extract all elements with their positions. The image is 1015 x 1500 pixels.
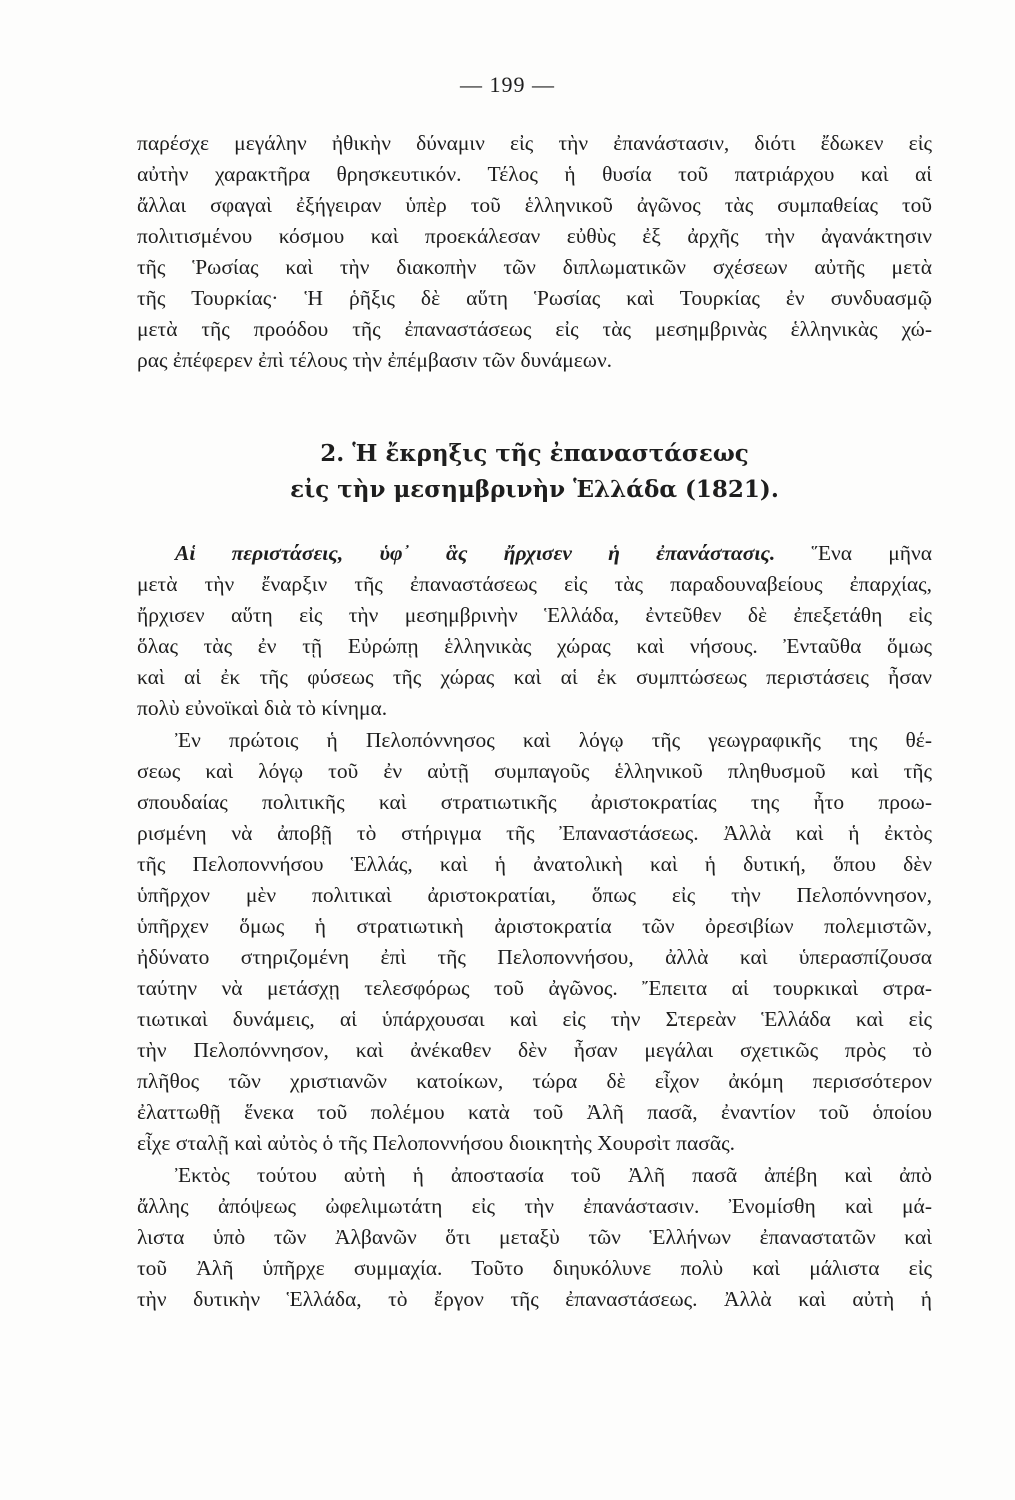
text-line: καὶ αἱ ἐκ τῆς φύσεως τῆς χώρας καὶ αἱ ἐκ συμπτώσεως περιστάσεις ἦσαν xyxy=(137,665,932,689)
text-line: τιωτικαὶ δυνάμεις, αἱ ὑπάρχουσαι καὶ εἰς τὴν Στερεὰν Ἑλλάδα καὶ εἰς xyxy=(137,1007,932,1031)
text-line: ἐλαττωθῇ ἕνεκα τοῦ πολέμου κατὰ τοῦ Ἀλῆ πασᾶ, ἐναντίον τοῦ ὁποίου xyxy=(137,1100,932,1124)
text-line: Ἐκτὸς τούτου αὐτὴ ἡ ἀποστασία τοῦ Ἀλῆ πασᾶ ἀπέβη καὶ ἀπὸ xyxy=(175,1163,932,1187)
text-line: πλῆθος τῶν χριστιανῶν κατοίκων, τώρα δὲ εἶχον ἀκόμη περισσότερον xyxy=(137,1069,932,1093)
text-line: ὅλας τὰς ἐν τῇ Εὐρώπῃ ἑλληνικὰς χώρας καὶ νήσους. Ἐνταῦθα ὅμως xyxy=(137,634,932,658)
text-line: ρας ἐπέφερεν ἐπὶ τέλους τὴν ἐπέμβασιν τῶν δυνάμεων. xyxy=(137,348,613,372)
paragraph-4 xyxy=(137,1160,932,1315)
text-line: πολιτισμένου κόσμου καὶ προεκάλεσαν εὐθὺς ἐξ ἀρχῆς τὴν ἀγανάκτησιν xyxy=(137,224,932,248)
text-line xyxy=(137,538,932,569)
text-line: ἄλλης ἀπόψεως ὠφελιμωτάτη εἰς τὴν ἐπανάστασιν. Ἐνομίσθη καὶ μά- xyxy=(137,1194,932,1218)
heading-line-1: 2. Ἡ ἔκρηξις τῆς ἐπαναστάσεως xyxy=(320,440,749,467)
text-line: ρισμένη νὰ ἀποβῇ τὸ στήριγμα τῆς Ἐπαναστάσεως. Ἀλλὰ καὶ ἡ ἐκτὸς xyxy=(137,821,932,845)
text-line: τῆς Ῥωσίας καὶ τὴν διακοπὴν τῶν διπλωματικῶν σχέσεων αὐτῆς μετὰ xyxy=(137,255,932,279)
text-line: μετὰ τὴν ἔναρξιν τῆς ἐπαναστάσεως εἰς τὰς παραδουναβείους ἐπαρχίας, xyxy=(137,572,932,596)
paragraph-lead-title: Αἱ περιστάσεις, ὑφ᾽ ἃς ἤρχισεν ἡ ἐπανάστασις. xyxy=(175,541,776,565)
page-number: — 199 — xyxy=(460,72,555,97)
text-line: τοῦ Ἀλῆ ὑπῆρχε συμμαχία. Τοῦτο διηυκόλυνε πολὺ καὶ μάλιστα εἰς xyxy=(137,1256,932,1280)
text-line: ταύτην νὰ μετάσχῃ τελεσφόρως τοῦ ἀγῶνος. Ἔπειτα αἱ τουρκικαὶ στρα- xyxy=(137,976,932,1000)
text-line: εἶχε σταλῇ καὶ αὐτὸς ὁ τῆς Πελοποννήσου διοικητὴς Χουρσὶτ πασᾶς. xyxy=(137,1131,736,1155)
text-line: ἤρχισεν αὕτη εἰς τὴν μεσημβρινὴν Ἑλλάδα, ἐντεῦθεν δὲ ἐπεξετάθη εἰς xyxy=(137,603,932,627)
text-line: αὐτὴν χαρακτῆρα θρησκευτικόν. Τέλος ἡ θυσία τοῦ πατριάρχου καὶ αἱ xyxy=(137,162,932,186)
text-line: Ἐν πρώτοις ἡ Πελοπόννησος καὶ λόγῳ τῆς γεωγραφικῆς της θέ- xyxy=(175,728,932,752)
text-line: τὴν Πελοπόννησον, καὶ ἀνέκαθεν δὲν ἦσαν μεγάλαι σχετικῶς πρὸς τὸ xyxy=(137,1038,932,1062)
text-line: τῆς Τουρκίας· Ἡ ῥῆξις δὲ αὕτη Ῥωσίας καὶ Τουρκίας ἐν συνδυασμῷ xyxy=(137,286,932,310)
text-line: πολὺ εὐνοϊκαὶ διὰ τὸ κίνημα. xyxy=(137,696,388,720)
lead-line-rest: Ἕνα μῆνα xyxy=(775,541,932,565)
text-line: σεως καὶ λόγῳ τοῦ ἐν αὐτῇ συμπαγοῦς ἑλληνικοῦ πληθυσμοῦ καὶ τῆς xyxy=(137,759,932,783)
paragraph-1 xyxy=(137,128,932,376)
text-line: ὑπῆρχον μὲν πολιτικαὶ ἀριστοκρατίαι, ὅπως εἰς τὴν Πελοπόννησον, xyxy=(137,883,932,907)
text-line: τῆς Πελοποννήσου Ἑλλάς, καὶ ἡ ἀνατολικὴ καὶ ἡ δυτική, ὅπου δὲν xyxy=(137,852,932,876)
heading-line-2: εἰς τὴν μεσημβρινὴν Ἑλλάδα (1821). xyxy=(290,476,779,503)
text-line: παρέσχε μεγάλην ἠθικὴν δύναμιν εἰς τὴν ἐπανάστασιν, διότι ἔδωκεν εἰς xyxy=(137,131,932,155)
paragraph-3 xyxy=(137,725,932,1159)
text-line: ἄλλαι σφαγαὶ ἐξήγειραν ὑπὲρ τοῦ ἑλληνικοῦ ἀγῶνος τὰς συμπαθείας τοῦ xyxy=(137,193,932,217)
section-heading xyxy=(137,436,932,508)
paragraph-2 xyxy=(137,538,932,724)
text-line: ἠδύνατο στηριζομένη ἐπὶ τῆς Πελοποννήσου, ἀλλὰ καὶ ὑπερασπίζουσα xyxy=(137,945,932,969)
text-line: λιστα ὑπὸ τῶν Ἀλβανῶν ὅτι μεταξὺ τῶν Ἑλλήνων ἐπαναστατῶν καὶ xyxy=(137,1225,932,1249)
text-line: τὴν δυτικὴν Ἑλλάδα, τὸ ἔργον τῆς ἐπαναστάσεως. Ἀλλὰ καὶ αὐτὴ ἡ xyxy=(137,1287,932,1311)
text-line: μετὰ τῆς προόδου τῆς ἐπαναστάσεως εἰς τὰς μεσημβρινὰς ἑλληνικὰς χώ- xyxy=(137,317,932,341)
text-line: σπουδαίας πολιτικῆς καὶ στρατιωτικῆς ἀριστοκρατίας της ἦτο προω- xyxy=(137,790,932,814)
text-line: ὑπῆρχεν ὅμως ἡ στρατιωτικὴ ἀριστοκρατία τῶν ὀρεσιβίων πολεμιστῶν, xyxy=(137,914,932,938)
